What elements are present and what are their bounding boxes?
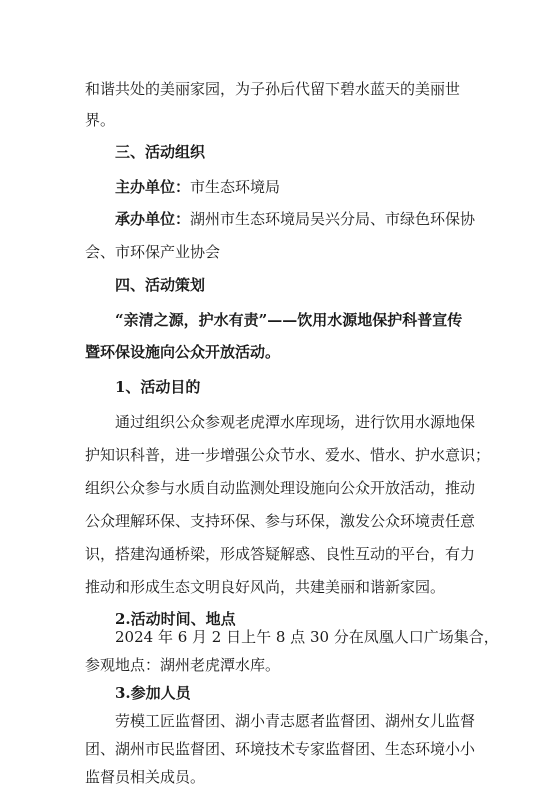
subheading-text: 3.参加人员 [115, 684, 191, 702]
activity-title-line [0, 337, 554, 367]
activity-title-text: “亲清之源，护水有责”——饮用水源地保护科普宣传 [115, 311, 463, 329]
purpose-paragraph-line [0, 506, 554, 536]
subheading-participants [0, 678, 554, 708]
section-heading-organization [0, 137, 554, 167]
participants-line [0, 706, 554, 736]
heading-text: 三、活动组织 [115, 143, 206, 161]
subheading-purpose [0, 372, 554, 402]
subheading-text: 1、活动目的 [115, 378, 201, 396]
purpose-text: 识，搭建沟通桥梁，形成答疑解惑、良性互动的平台，有力 [85, 545, 476, 563]
participants-text: 监督员相关成员。 [85, 768, 206, 786]
participants-text: 劳模工匠监督团、湖小青志愿者监督团、湖州女儿监督 [115, 712, 476, 730]
participants-line [0, 762, 554, 792]
activity-title-line [0, 305, 554, 335]
organizer-line [0, 172, 554, 202]
undertaker-value: 湖州市生态环境局吴兴分局、市绿色环保协 [190, 210, 476, 228]
undertaker-label: 承办单位： [115, 210, 191, 228]
purpose-paragraph-line [0, 572, 554, 602]
heading-text: 四、活动策划 [115, 276, 206, 294]
purpose-text: 护知识科普，进一步增强公众节水、爱水、惜水、护水意识； [85, 446, 491, 464]
undertaker-value: 会、市环保产业协会 [85, 243, 221, 261]
intro-paragraph-line [0, 74, 554, 104]
intro-paragraph-line [0, 105, 554, 135]
time-place-text: 2024 年 6 月 2 日上午 8 点 30 分在凤凰人口广场集合， [115, 628, 499, 646]
subheading-text: 2.活动时间、地点 [115, 610, 236, 628]
purpose-text: 推动和形成生态文明良好风尚，共建美丽和谐新家园。 [85, 578, 446, 596]
time-place-line [0, 622, 554, 652]
purpose-paragraph-line [0, 539, 554, 569]
activity-title-text: 暨环保设施向公众开放活动。 [85, 343, 281, 361]
time-place-text: 参观地点：湖州老虎潭水库。 [85, 656, 281, 674]
intro-text: 和谐共处的美丽家园，为子孙后代留下碧水蓝天的美丽世 [85, 80, 461, 98]
section-heading-planning [0, 270, 554, 300]
organizer-label: 主办单位： [115, 178, 191, 196]
purpose-paragraph-line [0, 407, 554, 437]
purpose-paragraph-line [0, 473, 554, 503]
participants-text: 团、湖州市民监督团、环境技术专家监督团、生态环境小小 [85, 740, 476, 758]
intro-text: 界。 [85, 111, 116, 129]
organizer-value: 市生态环境局 [190, 178, 281, 196]
purpose-paragraph-line [0, 440, 554, 470]
purpose-text: 组织公众参与水质自动监测处理设施向公众开放活动，推动 [85, 479, 476, 497]
undertaker-line [0, 204, 554, 234]
undertaker-line-continued [0, 237, 554, 267]
purpose-text: 公众理解环保、支持环保、参与环保，激发公众环境责任意 [85, 512, 476, 530]
time-place-line [0, 650, 554, 680]
purpose-text: 通过组织公众参观老虎潭水库现场，进行饮用水源地保 [115, 413, 476, 431]
participants-line [0, 734, 554, 764]
